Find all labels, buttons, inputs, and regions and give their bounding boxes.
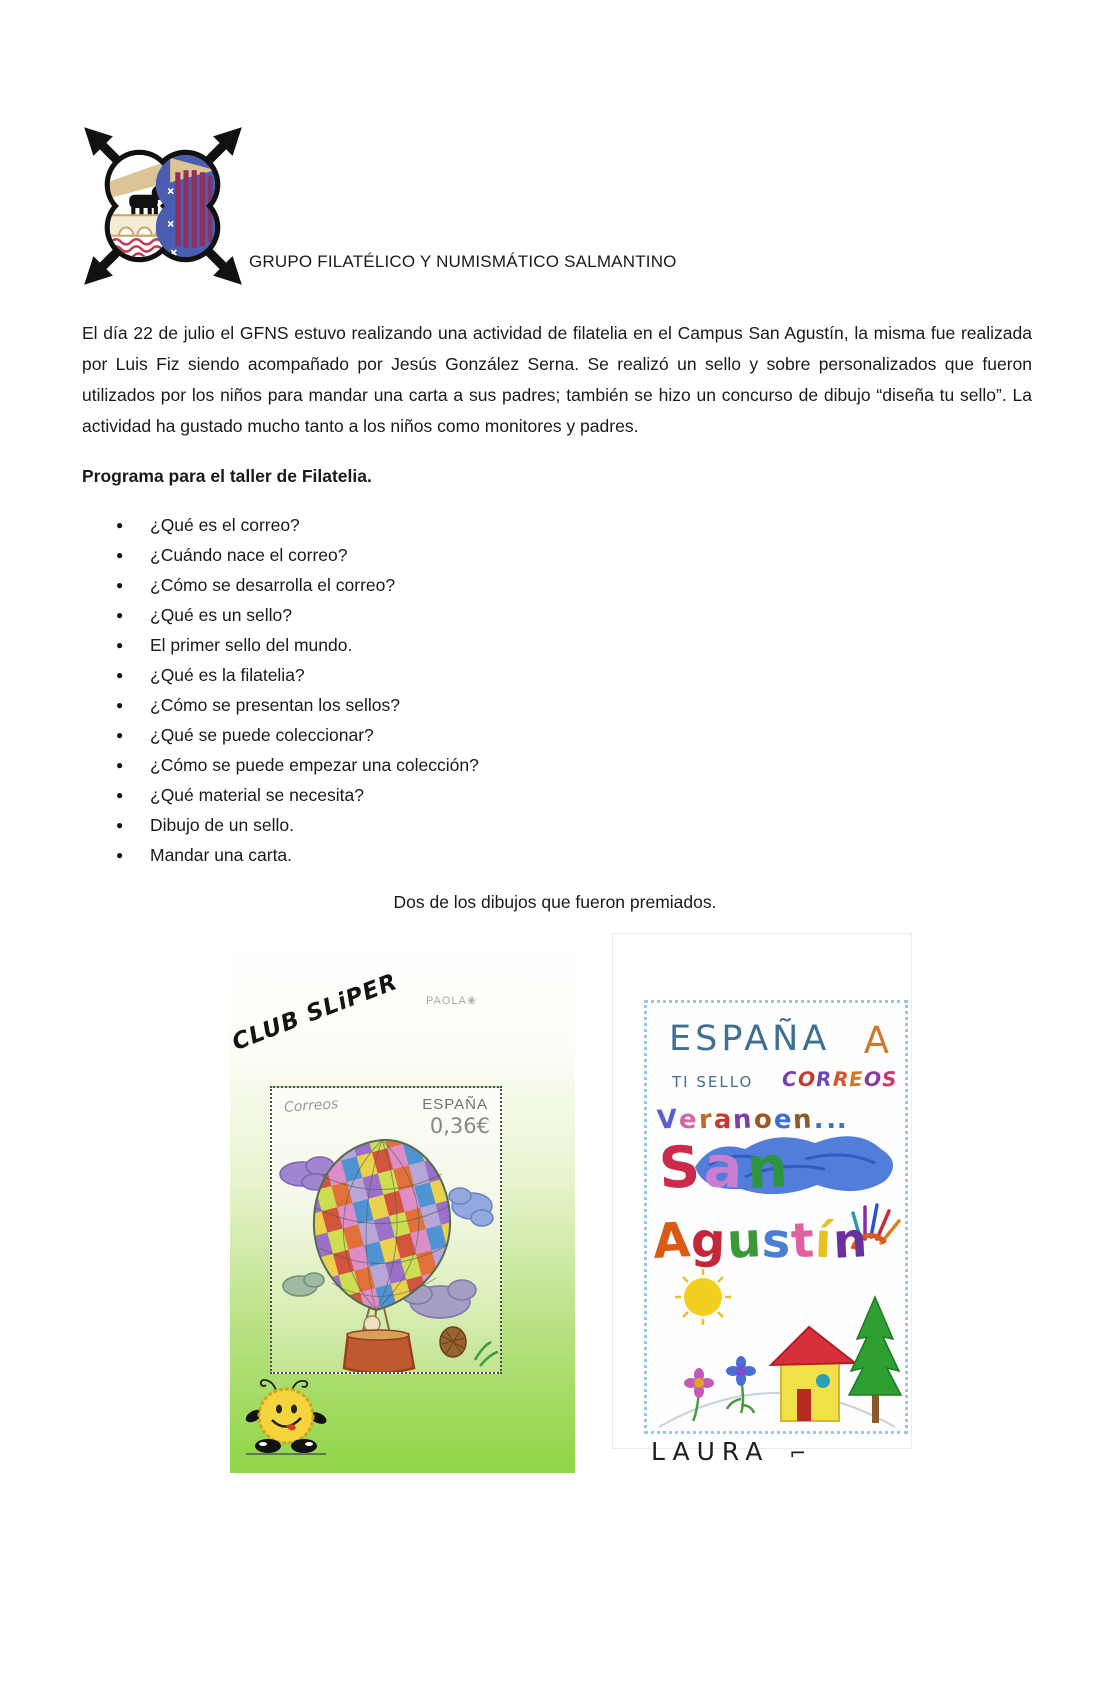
program-heading: Programa para el taller de Filatelia. [82,466,372,486]
club-signature: CLUB SLiPER [228,969,402,1056]
drawings-caption: Dos de los dibujos que fueron premiados. [393,892,717,912]
intro-paragraph: El día 22 de julio el GFNS estuvo realizando una actividad de filatelia en el Campus San Agustín, la misma fue realizada por Luis Fiz siendo acompañado por Jesús González Serna. Se realizó un sello y sobre personalizados que fueron utilizados por los niños para mandar una carta a sus padres; también se hizo un concurso de dibujo “diseña tu sello”. La actividad ha gustado mucho tanto a los niños como monitores y padres. [82,322,1032,436]
theme-line: Veranoen... [656,1104,851,1136]
bee-mascot [238,1374,334,1458]
list-item: ● El primer sello del mundo. [116,630,936,660]
list-item: ● ¿Qué material se necesita? [116,780,936,810]
list-item: ● ¿Cómo se desarrolla el correo? [116,570,936,600]
list-item: ● ¿Qué se puede coleccionar? [116,720,936,750]
cloud-blue-right [449,1188,493,1226]
theme-word-agustin: Agustín [651,1212,870,1270]
gfns-coat-of-arms-logo [76,118,250,294]
list-item: ● ¿Qué es el correo? [116,510,936,540]
bee-antennae [261,1380,307,1390]
stamp-country-label: ESPAÑA [669,1019,831,1059]
stamp-value-label: 0,36€ [429,1114,490,1138]
list-item: ● ¿Cómo se puede empezar una colección? [116,750,936,780]
list-item: ● ¿Cómo se presentan los sellos? [116,690,936,720]
sun-icon [675,1269,731,1325]
author-signature-paola: PAOLA❀ [426,995,478,1007]
list-item: ● Dibujo de un sello. [116,810,936,840]
stamp-rate-letter: A [863,1019,889,1062]
hill [659,1393,895,1427]
cloud-green-small [283,1273,324,1296]
winning-drawing-san-agustin [612,933,912,1449]
list-item: ● ¿Qué es la filatelia? [116,660,936,690]
balloon-stamp [270,1086,502,1374]
list-item: ● Mandar una carta. [116,840,936,870]
stamp-correos-label: Correos [283,1096,339,1116]
winning-drawing-balloon [230,934,575,1473]
pinecone [440,1327,466,1357]
list-item: ● ¿Qué es un sello? [116,600,936,630]
grass-strokes [475,1342,498,1366]
author-signature-laura: LAURA ⌐ [651,1437,807,1466]
stamp-sello-note: TI SELLO [672,1073,754,1091]
org-title: GRUPO FILATÉLICO Y NUMISMÁTICO SALMANTINO [249,252,677,271]
stamp-country-label: ESPAÑA [422,1096,488,1113]
list-item: ● ¿Cuándo nace el correo? [116,540,936,570]
stamp-correos-label: CORREOS [781,1066,898,1092]
san-agustin-stamp [644,1000,908,1434]
village-scene [651,1263,903,1429]
theme-word-san: San [657,1133,793,1203]
signature-mark: ⌐ [789,1441,807,1465]
program-list [116,510,936,870]
coat-of-arms-icon [76,118,250,294]
pine-tree-icon [849,1297,901,1423]
